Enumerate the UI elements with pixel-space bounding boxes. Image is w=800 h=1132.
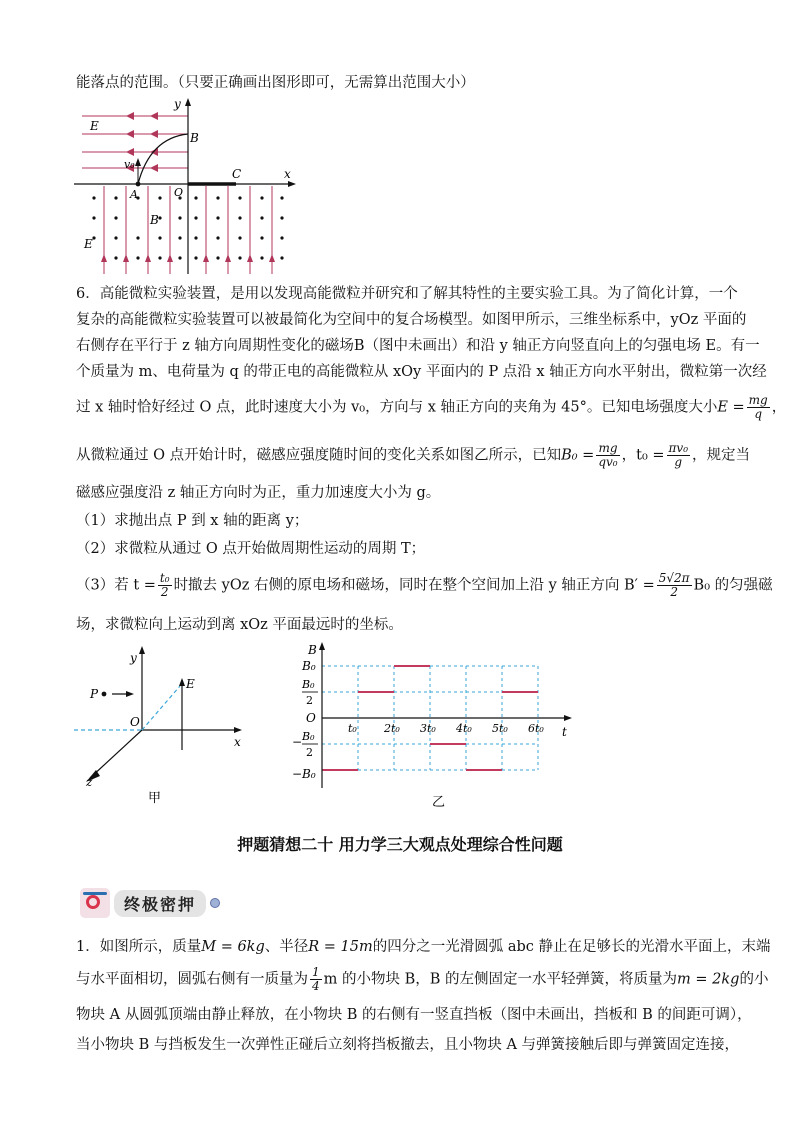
yi-tick-label-5: 5t₀ — [492, 722, 508, 735]
yi-label-b0: B₀ — [302, 659, 316, 673]
q1-line2-b: m 的小物块 B，B 的左侧固定一水平轻弹簧，将质量为 — [323, 971, 678, 988]
sub3-b-fraction: $\frac{5√2\pi}{2}$ — [658, 571, 690, 600]
dot-icon — [210, 898, 220, 908]
q6-line6 — [76, 441, 751, 470]
q6-line3: 右侧存在平行于 z 轴方向周期性变化的磁场B（图中未画出）和沿 y 轴正方向竖直向上的匀强电场 E。有一 — [76, 338, 760, 354]
label-a: A — [130, 188, 138, 201]
q1-line1-a: 1．如图所示，质量 — [76, 939, 202, 955]
yi-label-half-b0-num: B₀ — [302, 678, 315, 691]
jia-label-e: E — [186, 677, 195, 691]
q1-line3: 物块 A 从圆弧顶端由静止释放，在小物块 B 的右侧有一竖直挡板（图中未画出，挡板和 B 的间距可调）， — [76, 1007, 752, 1023]
q1-radius: R = 15m — [308, 939, 373, 955]
q6-line6-tail: ，规定当 — [692, 447, 751, 464]
q1-line1-c: 的四分之一光滑圆弧 abc 静止在足够长的光滑水平面上，末端 — [372, 939, 771, 955]
yi-tick-label-4: 4t₀ — [456, 722, 472, 735]
yi-label-neg-b0: −B₀ — [292, 767, 316, 781]
q1-quarter-fraction: $\frac{1}{4}$ — [312, 965, 320, 994]
yi-label-half-b0-den: 2 — [306, 694, 313, 707]
label-b-bottom: B — [150, 213, 159, 227]
q1-line2-c: 的小 — [739, 971, 769, 988]
yi-tick-label-6: 6t₀ — [528, 722, 544, 735]
yi-label-minus: − — [292, 735, 303, 749]
sub3-middle: 时撤去 yOz 右侧的原电场和磁场，同时在整个空间加上沿 y 轴正方向 B′ = — [173, 577, 655, 594]
trajectory-arc — [138, 134, 188, 184]
e-fraction: $\frac{mg}{q}$ — [748, 393, 768, 422]
label-y: y — [174, 97, 181, 111]
b0-fraction: $\frac{mg}{\text{qv₀}}$ — [598, 441, 618, 470]
yi-tick-label-2: 2t₀ — [384, 722, 400, 735]
label-c: C — [232, 167, 242, 181]
jia-caption: 甲 — [148, 791, 162, 806]
jia-label-y: y — [130, 651, 137, 665]
label-b-top: B — [190, 131, 199, 145]
section-heading: 押题猜想二十 用力学三大观点处理综合性问题 — [237, 835, 563, 854]
intro-line: 能落点的范围。（只要正确画出图形即可，无需算出范围大小） — [76, 75, 475, 91]
q1-mass-small: m = 2kg — [677, 971, 740, 988]
yi-label-t: t — [562, 725, 567, 739]
b0-expr: B₀ = — [561, 447, 595, 464]
yi-label-o: O — [306, 711, 316, 725]
jia-label-x: x — [234, 735, 241, 749]
yi-tick-label-1: t₀ — [348, 722, 357, 735]
q6-sub2: （2）求微粒从通过 O 点开始做周期性运动的周期 T； — [76, 541, 426, 557]
q1-line1-b: 、半径 — [264, 939, 309, 955]
q6-sub3-cont: 场，求微粒向上运动到离 xOz 平面最远时的坐标。 — [76, 617, 403, 633]
label-o: O — [174, 186, 184, 199]
q6-sub1: （1）求抛出点 P 到 x 轴的距离 y； — [76, 513, 309, 529]
q1-line2 — [76, 965, 769, 994]
label-e-bottom: E — [84, 237, 93, 251]
q6-line7: 磁感应强度沿 z 轴正方向时为正，重力加速度大小为 g。 — [76, 485, 441, 501]
yi-label-neg-half-num: B₀ — [302, 730, 315, 743]
q1-line4: 当小物块 B 与挡板发生一次弹性正碰后立刻将挡板撤去，且小物块 A 与弹簧接触后即与弹簧固定连接， — [76, 1037, 740, 1053]
jia-label-p: P — [90, 687, 99, 701]
q6-line6-text: 从微粒通过 O 点开始计时，磁感应强度随时间的变化关系如图乙所示，已知 — [76, 447, 562, 464]
q6-line5-text: 过 x 轴时恰好经过 O 点，此时速度大小为 v₀，方向与 x 轴正方向的夹角为 45°。已知电场强度大小 — [76, 399, 718, 416]
jia-label-z: z — [86, 775, 93, 789]
yi-label-neg-half-den: 2 — [306, 746, 313, 759]
t0-expr: ，t₀ = — [621, 447, 665, 464]
label-v0: v₀ — [124, 158, 135, 171]
figure-jia — [74, 646, 264, 806]
label-e-top: E — [90, 119, 99, 133]
figure-field-diagram — [74, 96, 304, 274]
jia-label-o: O — [130, 715, 140, 729]
sub3-prefix: （3）若 t = — [76, 577, 156, 594]
q6-line4: 个质量为 m、电荷量为 q 的带正电的高能微粒从 xOy 平面内的 P 点沿 x 轴正方向水平射出，微粒第一次经 — [76, 364, 767, 380]
yi-caption: 乙 — [432, 795, 446, 810]
figure-yi-chart — [282, 642, 582, 812]
sub3-t-fraction: $\frac{\text{t₀}}{2}$ — [159, 571, 170, 600]
banner-label: 终极密押 — [114, 890, 206, 917]
yi-tick-label-3: 3t₀ — [420, 722, 436, 735]
label-x: x — [284, 167, 291, 181]
sub3-tail: B₀ 的匀强磁 — [693, 577, 773, 594]
q6-line5: 过 x 轴时恰好经过 O 点，此时速度大小为 v₀，方向与 x 轴正方向的夹角为 45°。已知电场强度大小E = $\frac{mg}{q}$ ， — [76, 393, 787, 422]
t0-fraction: $\frac{\text{πv₀}}{g}$ — [668, 441, 689, 470]
q6-sub3 — [76, 571, 773, 600]
q1-line2-a: 与水平面相切，圆弧右侧有一质量为 — [76, 971, 308, 988]
e-expr: E = — [717, 399, 745, 416]
section-banner — [80, 888, 220, 918]
q6-line1: 6．高能微粒实验装置，是用以发现高能微粒并研究和了解其特性的主要实验工具。为了简化计算，一个 — [76, 286, 738, 302]
target-icon — [80, 888, 110, 918]
q1-mass-m: M = 6kg — [201, 939, 265, 955]
yi-label-b: B — [308, 643, 317, 657]
q1-line1 — [76, 936, 771, 958]
q6-line2: 复杂的高能微粒实验装置可以被最简化为空间中的复合场模型。如图甲所示，三维坐标系中，yOz 平面的 — [76, 312, 747, 328]
jia-z-axis — [90, 730, 142, 778]
